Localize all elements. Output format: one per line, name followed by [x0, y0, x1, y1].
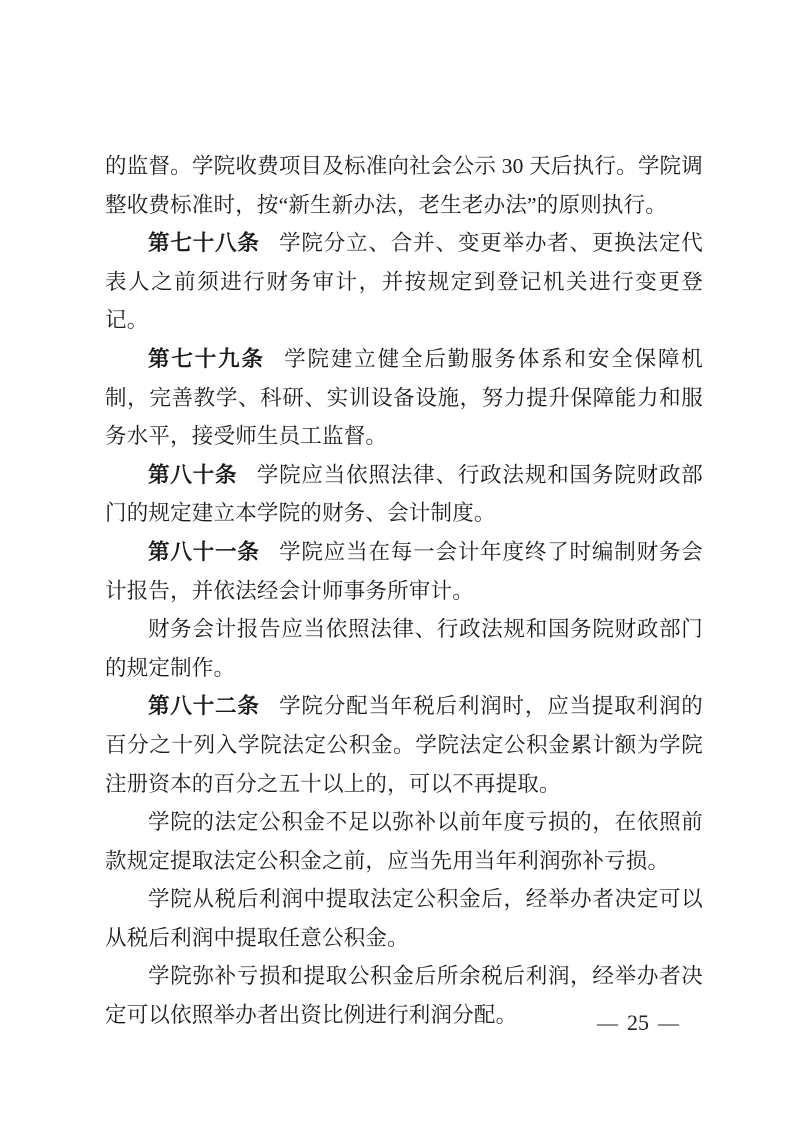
article-number: 第八十条 — [148, 462, 238, 487]
article-78-paragraph — [105, 224, 703, 340]
paragraph-text: 学院应当依照法律、行政法规和国务院财政部门的规定建立本学院的财务、会计制度。 — [105, 462, 703, 526]
page-footer — [0, 1010, 793, 1044]
paragraph — [105, 610, 703, 687]
paragraph-text: 学院建立健全后勤服务体系和安全保障机制，完善教学、科研、实训设备设施，努力提升保障能力和服务水平，接受师生员工监督。 — [105, 346, 703, 449]
paragraph-text: 学院分立、合并、变更举办者、更换法定代表人之前须进行财务审计，并按规定到登记机关进行变更登记。 — [105, 231, 703, 333]
article-79-paragraph — [105, 340, 703, 456]
paragraph-text: 学院应当在每一会计年度终了时编制财务会计报告，并依法经会计师事务所审计。 — [105, 539, 703, 603]
paragraph-text: 学院从税后利润中提取法定公积金后，经举办者决定可以从税后利润中提取任意公积金。 — [105, 887, 703, 950]
document-body — [105, 147, 703, 1035]
paragraph — [105, 803, 703, 880]
article-number: 第七十九条 — [148, 346, 265, 371]
paragraph — [105, 880, 703, 957]
paragraph-continuation — [105, 147, 703, 224]
article-81-paragraph — [105, 533, 703, 610]
page-number — [588, 1010, 688, 1036]
paragraph-text: 学院弥补亏损和提取公积金后所余税后利润，经举办者决定可以依照举办者出资比例进行利润分配。 — [105, 964, 703, 1028]
article-number: 第七十八条 — [148, 231, 260, 256]
article-82-paragraph — [105, 687, 703, 803]
paragraph-text: 财务会计报告应当依照法律、行政法规和国务院财政部门的规定制作。 — [105, 617, 703, 680]
article-number: 第八十二条 — [148, 694, 260, 719]
paragraph-text: 的监督。学院收费项目及标准向社会公示 30 天后执行。学院调整收费标准时，按“新生新办法，老生老办法”的原则执行。 — [105, 154, 703, 217]
page-number-right-dash: — — [658, 1010, 679, 1035]
page-number-left-dash: — — [597, 1010, 618, 1035]
page-number-value: 25 — [627, 1010, 649, 1035]
article-80-paragraph — [105, 456, 703, 533]
article-number: 第八十一条 — [148, 539, 260, 564]
paragraph-text: 学院的法定公积金不足以弥补以前年度亏损的，在依照前款规定提取法定公积金之前，应当先用当年利润弥补亏损。 — [105, 810, 703, 873]
paragraph-text: 学院分配当年税后利润时，应当提取利润的百分之十列入学院法定公积金。学院法定公积金累计额为学院注册资本的百分之五十以上的，可以不再提取。 — [105, 694, 703, 796]
